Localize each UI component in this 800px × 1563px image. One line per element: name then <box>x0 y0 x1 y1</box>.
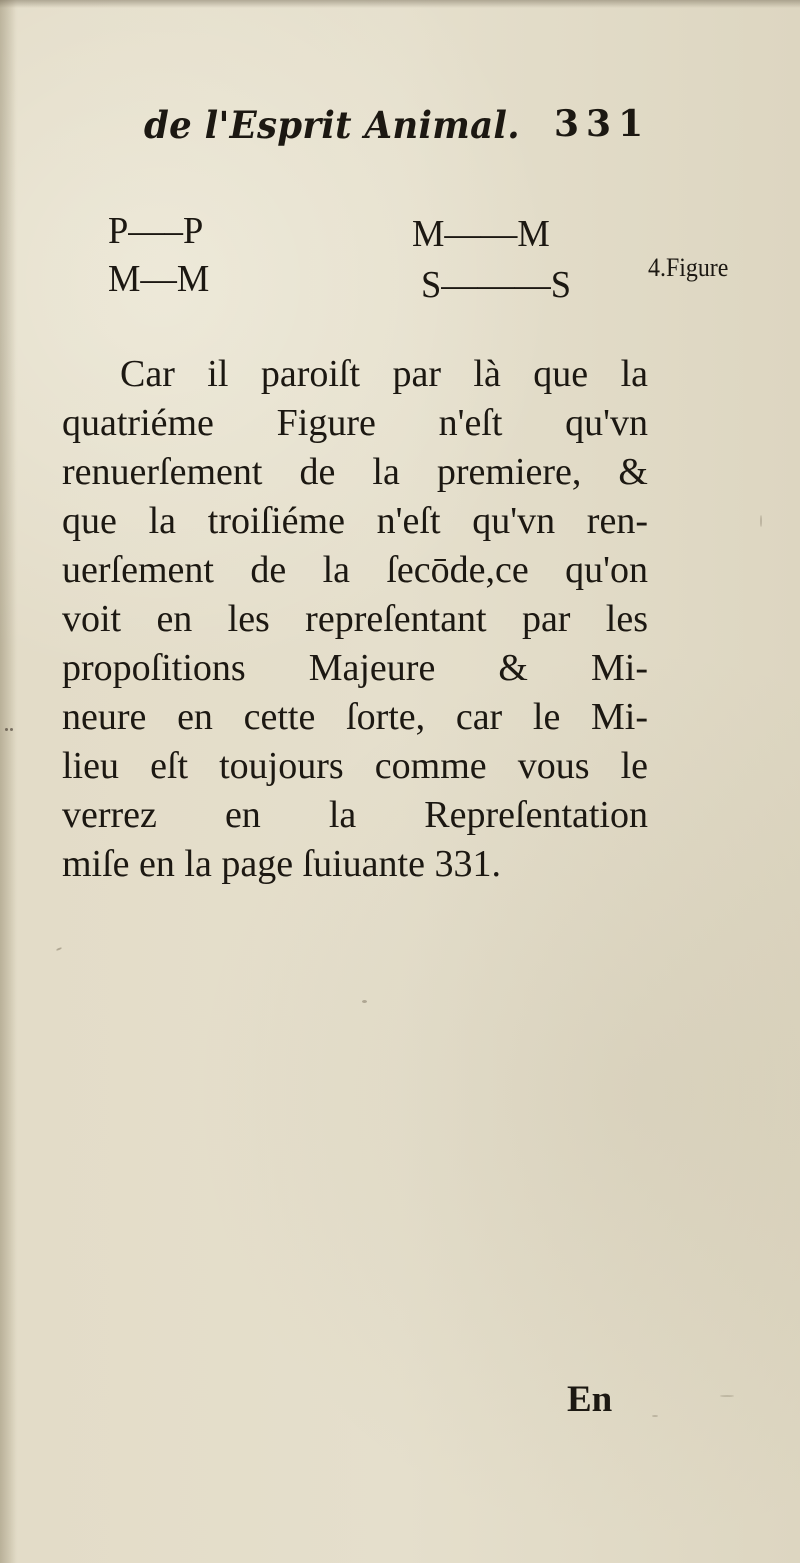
formula-left-bottom: M—M <box>108 258 210 300</box>
paper-speck <box>720 1395 734 1397</box>
paper-speck <box>10 728 13 731</box>
body-paragraph <box>62 350 648 889</box>
paragraph-line: propoſitions Majeure & Mi- <box>62 647 648 689</box>
paragraph-line: Car il paroiſt par là que la <box>120 353 648 395</box>
formula-right-bottom: S———S <box>421 264 572 306</box>
paragraph-line: uerſement de la ſecōde,ce qu'on <box>62 549 648 591</box>
paper-speck <box>652 1415 658 1417</box>
paragraph-line: miſe en la page ſuiuante 331. <box>62 843 501 885</box>
marginal-note: 4.Figure <box>648 253 729 282</box>
paper-speck <box>56 947 62 951</box>
paper-speck <box>760 515 762 527</box>
paragraph-line: lieu eſt toujours comme vous le <box>62 745 648 787</box>
catchword: En <box>567 1379 613 1420</box>
formula-left-top: P—–P <box>108 210 204 252</box>
page-top-edge <box>0 0 800 8</box>
paragraph-line: voit en les repreſentant par les <box>62 598 648 640</box>
paper-speck <box>5 728 8 731</box>
paragraph-line: quatriéme Figure n'eſt qu'vn <box>62 402 648 444</box>
running-head-title: de l'Esprit Animal. <box>144 103 520 147</box>
paragraph-line: que la troiſiéme n'eſt qu'vn ren- <box>62 500 648 542</box>
paper-speck <box>362 1000 367 1003</box>
paragraph-line: neure en cette ſorte, car le Mi- <box>62 696 648 738</box>
page-number: 331 <box>554 103 651 145</box>
paragraph-line: verrez en la Repreſentation <box>62 794 648 836</box>
formula-right-top: M——M <box>412 213 550 255</box>
paragraph-line: renuerſement de la premiere, & <box>62 451 648 493</box>
running-head <box>144 103 654 163</box>
page-gutter-shadow <box>0 0 16 1563</box>
